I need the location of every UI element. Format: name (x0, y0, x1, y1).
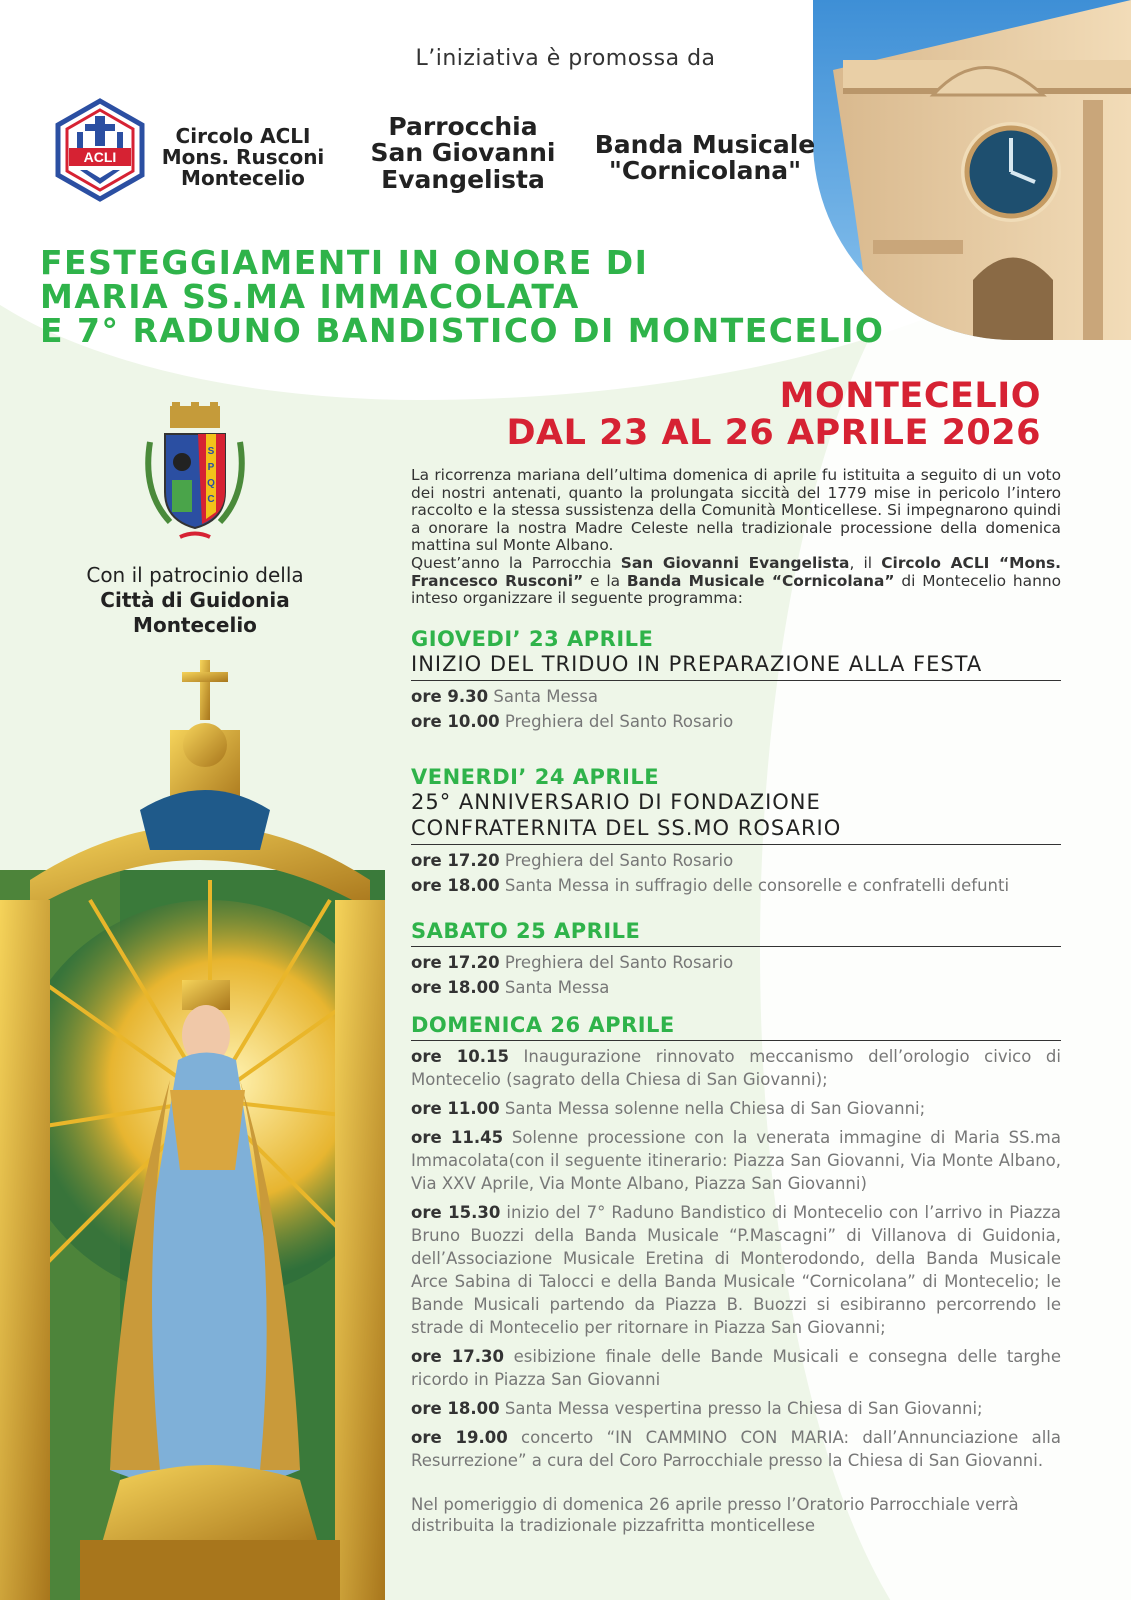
item-time: ore 18.00 (411, 876, 500, 895)
program-item (411, 976, 1061, 999)
organizer-parrocchia-line: Evangelista (381, 164, 545, 194)
intro-paragraph: La ricorrenza mariana dell’ultima domenica di aprile fu istituita a seguito di un voto dei nostri antenati, quanto la prolungata siccità del 1779 mise in pericolo l’intero raccolto e la stessa sussistenza della Comunità Monticellese. Si impegnarono quindi a onorare la nostra Madre Celeste nella tradizionale processione della domenica mattina sul Monte Albano. (411, 466, 1061, 555)
program-item (411, 685, 1061, 708)
svg-text:C: C (207, 494, 215, 505)
organizer-banda-line: "Cornicolana" (608, 156, 802, 186)
item-time: ore 11.45 (411, 1128, 504, 1147)
madonna-statue-photo (0, 650, 385, 1600)
organizer-parrocchia-line: Parrocchia (388, 112, 538, 141)
program-item (411, 1345, 1061, 1391)
item-time: ore 19.00 (411, 1428, 508, 1447)
intro-highlight: San Giovanni Evangelista (620, 553, 850, 572)
program-item (411, 1397, 1061, 1420)
patronage-city: Montecelio (133, 613, 257, 637)
organizer-acli-line: Circolo ACLI (175, 124, 311, 148)
patronage (40, 563, 350, 638)
intro-text (411, 467, 1061, 608)
item-time: ore 17.20 (411, 953, 500, 972)
organizer-acli-line: Montecelio (181, 166, 305, 190)
svg-text:ACLI: ACLI (83, 149, 117, 165)
day-heading: SABATO 25 APRILE (411, 919, 641, 943)
item-text: Santa Messa solenne nella Chiesa di San Giovanni; (499, 1099, 926, 1118)
patronage-city: Città di Guidonia (100, 588, 290, 612)
program-item (411, 1126, 1061, 1195)
program-day (411, 919, 1061, 999)
item-text: inizio del 7° Raduno Bandistico di Montecelio con l’arrivo in Piazza Bruno Buozzi della Banda Musicale “P.Mascagni” di Villanova di Guidonia, dell’Associazione Musicale Eretina di Monterodondo, della Banda Musicale Arce Sabina di Talocci e della Banda Musicale “Cornicolana” di Montecelio; le Bande Musicali partendo da Piazza B. Buozzi si esibiranno percorrendo le strade di Montecelio per ritornare in Piazza San Giovanni; (411, 1203, 1061, 1337)
organizer-banda-line: Banda Musicale (594, 130, 816, 159)
item-text: concerto “IN CAMMINO CON MARIA: dall’Annunciazione alla Resurrezione” a cura del Coro Parrocchiale presso la Chiesa di San Giovanni. (411, 1428, 1061, 1470)
intro-text-part: di Montecelio hanno inteso organizzare il seguente programma: (411, 571, 1061, 608)
program-item (411, 710, 1061, 733)
dates-line: DAL 23 AL 26 APRILE 2026 (506, 413, 1041, 453)
item-time: ore 17.20 (411, 851, 500, 870)
intro-paragraph (411, 555, 1061, 608)
item-text: Santa Messa (499, 978, 610, 997)
promoted-by-label: L’iniziativa è promossa da (415, 46, 716, 71)
organizer-acli-line: Mons. Rusconi (161, 145, 325, 169)
program-item (411, 874, 1061, 897)
item-time: ore 18.00 (411, 978, 500, 997)
intro-text-part: Quest’anno la Parrocchia (411, 553, 621, 572)
organizer-parrocchia (358, 114, 568, 193)
program-item (411, 1426, 1061, 1472)
day-event-title: CONFRATERNITA DEL SS.MO ROSARIO (411, 816, 842, 840)
organizer-parrocchia-line: San Giovanni (370, 138, 556, 168)
intro-highlight: Banda Musicale “Cornicolana” (626, 571, 895, 590)
event-title-line: FESTEGGIAMENTI IN ONORE DI (40, 243, 649, 282)
place-line: MONTECELIO (779, 376, 1041, 416)
program-item (411, 1097, 1061, 1120)
program-item (411, 1045, 1061, 1091)
place-and-dates (506, 378, 1041, 452)
item-time: ore 15.30 (411, 1203, 501, 1222)
patronage-line: Con il patrocinio della (86, 563, 304, 587)
item-time: ore 10.15 (411, 1047, 509, 1066)
day-heading: VENERDI’ 24 APRILE (411, 765, 660, 789)
intro-text-part: e la (583, 571, 627, 590)
item-time: ore 9.30 (411, 687, 489, 706)
program-item (411, 951, 1061, 974)
program-day (411, 627, 1061, 733)
divider (411, 946, 1061, 947)
closing-note: Nel pomeriggio di domenica 26 aprile presso l’Oratorio Parrocchiale verrà distribuita la tradizionale pizzafritta monticellese (411, 1495, 1019, 1535)
item-text: esibizione finale delle Bande Musicali e consegna delle targhe ricordo in Piazza San Giovanni (411, 1347, 1061, 1389)
day-event-title: 25° ANNIVERSARIO DI FONDAZIONE (411, 790, 821, 814)
event-title-line: MARIA SS.MA IMMACOLATA (40, 277, 580, 316)
item-text: Preghiera del Santo Rosario (499, 851, 734, 870)
program-item (411, 849, 1061, 872)
item-text: Preghiera del Santo Rosario (499, 953, 734, 972)
item-text: Santa Messa in suffragio delle consorelle e confratelli defunti (499, 876, 1010, 895)
intro-text-part: , il (849, 553, 882, 572)
item-text: Inaugurazione rinnovato meccanismo dell’orologio civico di Montecelio (sagrato della Chiesa di San Giovanni); (411, 1047, 1061, 1089)
item-text: Preghiera del Santo Rosario (499, 712, 734, 731)
event-title (40, 243, 885, 350)
organizer-banda (580, 132, 830, 185)
svg-text:S: S (207, 446, 215, 457)
program-item (411, 1201, 1061, 1339)
item-text: Solenne processione con la venerata immagine di Maria SS.ma Immacolata(con il seguente itinerario: Piazza San Giovanni, Via Monte Albano, Via XXV Aprile, Via Monte Albano, Piazza San Giovanni) (411, 1128, 1061, 1193)
item-text: Santa Messa vespertina presso la Chiesa di San Giovanni; (499, 1399, 983, 1418)
program-day (411, 765, 1061, 897)
item-time: ore 18.00 (411, 1399, 500, 1418)
divider (411, 680, 1061, 681)
intro-highlight: Circolo ACLI “Mons. Francesco Rusconi” (411, 553, 1061, 590)
program-day (411, 1013, 1061, 1536)
organizer-acli (158, 126, 328, 189)
item-text: Santa Messa (488, 687, 598, 706)
item-time: ore 10.00 (411, 712, 500, 731)
svg-text:P: P (207, 462, 215, 473)
divider (411, 844, 1061, 845)
acli-logo (55, 98, 145, 202)
event-title-line: E 7° RADUNO BANDISTICO DI MONTECELIO (40, 311, 885, 350)
day-heading: DOMENICA 26 APRILE (411, 1013, 675, 1037)
day-heading: GIOVEDI’ 23 APRILE (411, 627, 654, 651)
item-time: ore 11.00 (411, 1099, 500, 1118)
coat-of-arms (140, 402, 250, 542)
day-event-title: INIZIO DEL TRIDUO IN PREPARAZIONE ALLA FESTA (411, 652, 983, 676)
divider (411, 1040, 1061, 1041)
svg-text:Q: Q (207, 478, 215, 489)
item-time: ore 17.30 (411, 1347, 504, 1366)
